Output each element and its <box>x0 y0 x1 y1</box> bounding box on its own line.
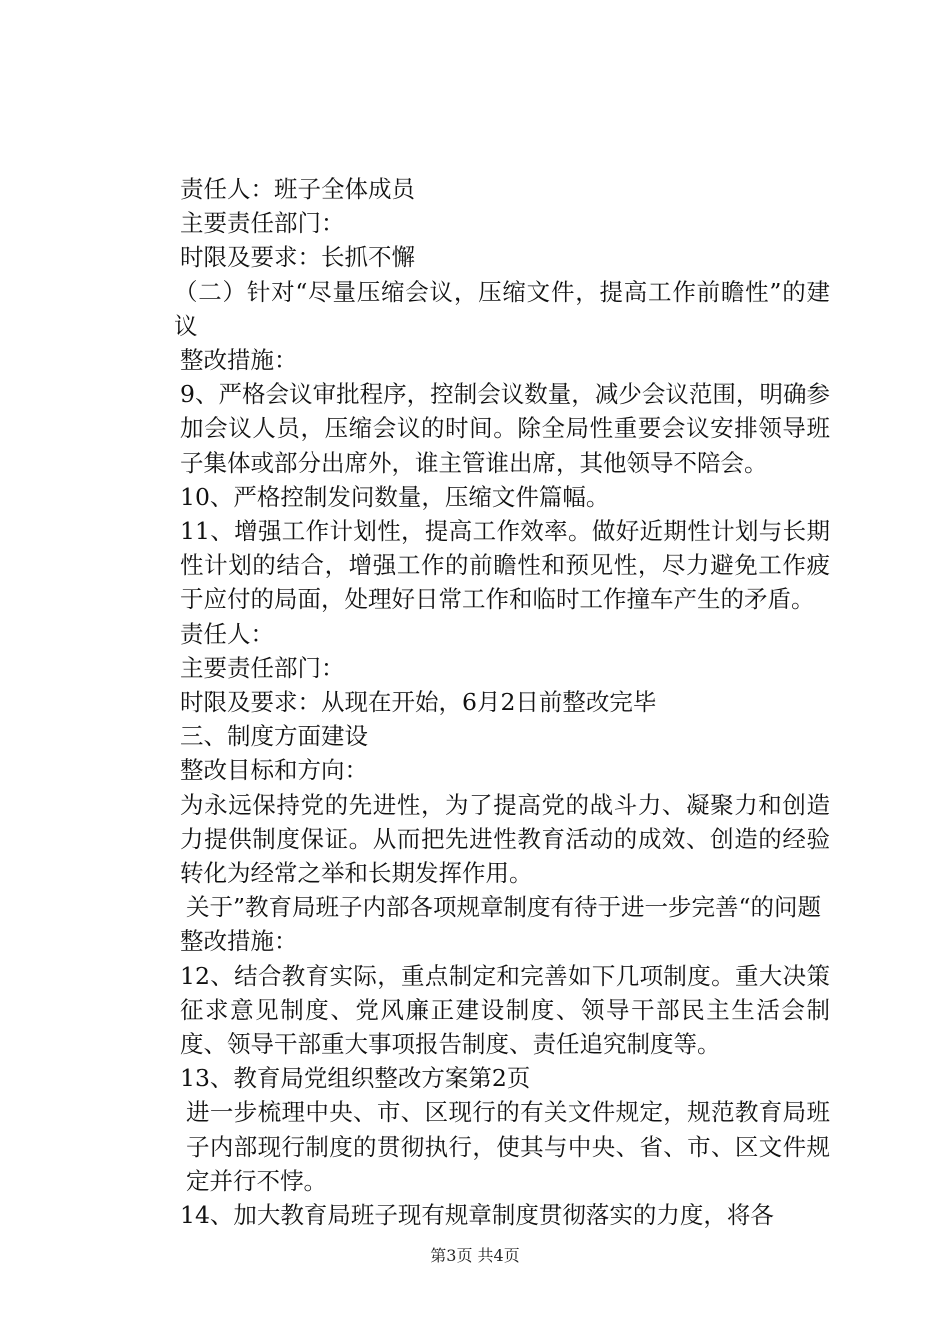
paragraph-responsible-person: 责任人：班子全体成员 <box>180 175 415 203</box>
measure-12: 12、结合教育实际，重点制定和完善如下几项制度。重大决策征求意见制度、党风廉正建设制度、领导干部民主生活会制度、领导干部重大事项报告制度、责任追究制度等。 <box>180 961 830 1059</box>
measure-11: 11、增强工作计划性，提高工作效率。做好近期性计划与长期性计划的结合，增强工作的前瞻性和预见性，尽力避免工作疲于应付的局面，处理好日常工作和临时工作撞车产生的矛盾。 <box>180 517 830 614</box>
paragraph-department-2: 主要责任部门： <box>180 653 345 682</box>
paragraph-deadline-2: 时限及要求：从现在开始，6月2日前整改完毕 <box>180 688 657 717</box>
measure-14: 14、加大教育局班子现有规章制度贯彻落实的力度，将各 <box>180 1201 774 1230</box>
paragraph-deadline: 时限及要求：长抓不懈 <box>180 243 415 272</box>
paragraph-goal: 为永远保持党的先进性，为了提高党的战斗力、凝聚力和创造力提供制度保证。从而把先进性教育活动的成效、创造的经验转化为经常之举和长期发挥作用。 <box>180 790 830 888</box>
paragraph-department: 主要责任部门： <box>180 209 345 238</box>
paragraph-issue-rules: 关于”教育局班子内部各项规章制度有待于进一步完善“的问题 <box>186 893 822 922</box>
paragraph-review-rules: 进一步梳理中央、市、区现行的有关文件规定，规范教育局班子内部现行制度的贯彻执行，使其与中央、省、市、区文件规定并行不悖。 <box>186 1098 830 1195</box>
section-heading-system: 三、制度方面建设 <box>180 722 368 751</box>
measure-10: 10、严格控制发问数量，压缩文件篇幅。 <box>180 482 610 511</box>
measure-9: 9、严格会议审批程序，控制会议数量，减少会议范围，明确参加会议人员，压缩会议的时间。除全局性重要会议安排领导班子集体或部分出席外，谁主管谁出席，其他领导不陪会。 <box>180 380 830 477</box>
paragraph-responsible-person-2: 责任人： <box>180 619 274 648</box>
section-heading-meetings: （二）针对“尽量压缩会议，压缩文件，提高工作前瞻性”的建议 <box>174 277 830 340</box>
paragraph-goal-label: 整改目标和方向： <box>180 756 368 785</box>
measure-13: 13、教育局党组织整改方案第2页 <box>180 1064 531 1093</box>
document-body <box>124 172 830 1232</box>
page-footer: 第3页 共4页 <box>430 1246 520 1265</box>
paragraph-measures-label-2: 整改措施： <box>180 927 298 956</box>
paragraph-measures-label: 整改措施： <box>180 346 298 375</box>
